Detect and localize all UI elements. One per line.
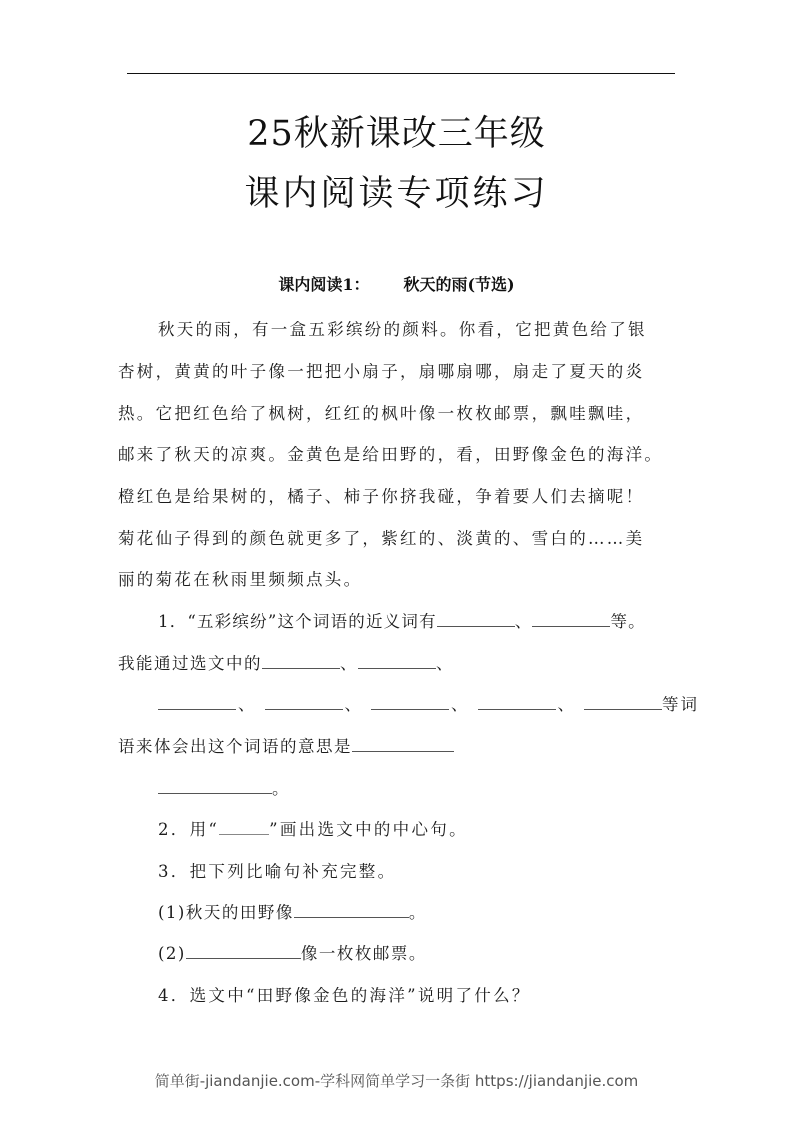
answer-blank[interactable] [478,695,556,710]
q3-item2-suffix: 像一枚枚邮票。 [300,944,427,963]
page-title-line1: 25秋新课改三年级 [247,114,546,154]
question-2 [158,816,468,840]
passage-line: 丽的菊花在秋雨里频频点头。 [118,570,363,589]
question-1-line1 [158,608,646,632]
q3-item1-suffix: 。 [408,903,427,922]
q1-suffix: 等。 [610,612,646,631]
section-label: 课内阅读1： [278,275,370,294]
question-3: 3．把下列比喻句补充完整。 [158,862,397,881]
answer-blank[interactable] [371,695,449,710]
q1-suffix: 。 [272,779,291,798]
q1-text: 1．“五彩缤纷”这个词语的近义词有 [158,612,437,631]
answer-blank[interactable] [358,654,436,669]
answer-blank[interactable] [584,695,662,710]
page-title-line2: 课内阅读专项练习 [244,174,549,214]
answer-blank[interactable] [294,903,409,918]
passage-line: 杏树，黄黄的叶子像一把把小扇子，扇哪扇哪，扇走了夏天的炎 [118,362,645,381]
question-1-line5 [158,775,291,799]
answer-blank[interactable] [265,695,343,710]
header-rule [127,73,675,74]
passage-title: 秋天的雨(节选) [403,275,515,294]
question-3-item-2 [158,940,427,964]
answer-blank[interactable] [158,695,236,710]
separator: 、 [451,695,468,714]
question-1-line4 [118,733,454,757]
question-1-line2 [118,650,454,674]
answer-blank[interactable] [352,737,454,752]
footer-watermark: 简单街-jiandanjie.com-学科网简单学习一条街 https://jiandanjie.com [154,1072,639,1090]
separator: 、 [238,695,255,714]
q3-item1-text: (1)秋天的田野像 [158,903,294,922]
answer-blank[interactable] [186,944,301,959]
separator: 、 [514,612,533,631]
section-heading [0,272,793,295]
question-4: 4．选文中“田野像金色的海洋”说明了什么？ [158,986,531,1005]
separator: 、 [557,695,574,714]
separator: 、 [436,654,454,673]
passage-line: 橙红色是给果树的，橘子、柿子你挤我碰，争着要人们去摘呢！ [118,487,645,506]
passage-line: 菊花仙子得到的颜色就更多了，紫红的、淡黄的、雪白的……美 [118,529,645,548]
passage-line: 热。它把红色给了枫树，红红的枫叶像一枚枚邮票，飘哇飘哇， [118,404,645,423]
question-3-item-1 [158,899,427,923]
separator: 、 [344,695,361,714]
answer-blank[interactable] [262,654,340,669]
answer-blank[interactable] [532,612,610,627]
passage-line: 秋天的雨，有一盒五彩缤纷的颜料。你看，它把黄色给了银 [158,320,647,339]
q2-prefix: 2．用“ [158,820,220,839]
q2-suffix: ”画出选文中的中心句。 [269,820,468,839]
question-1-line3 [158,691,699,715]
answer-blank[interactable] [158,779,272,794]
answer-blank[interactable] [437,612,515,627]
passage-line: 邮来了秋天的凉爽。金黄色是给田野的，看，田野像金色的海洋。 [118,445,664,464]
separator: 、 [340,654,358,673]
q3-item2-text: (2) [158,944,186,963]
q1-suffix: 等词 [662,695,699,714]
q1-text: 语来体会出这个词语的意思是 [118,737,352,756]
underline-sample [219,824,269,835]
q1-text: 我能通过选文中的 [118,654,262,673]
